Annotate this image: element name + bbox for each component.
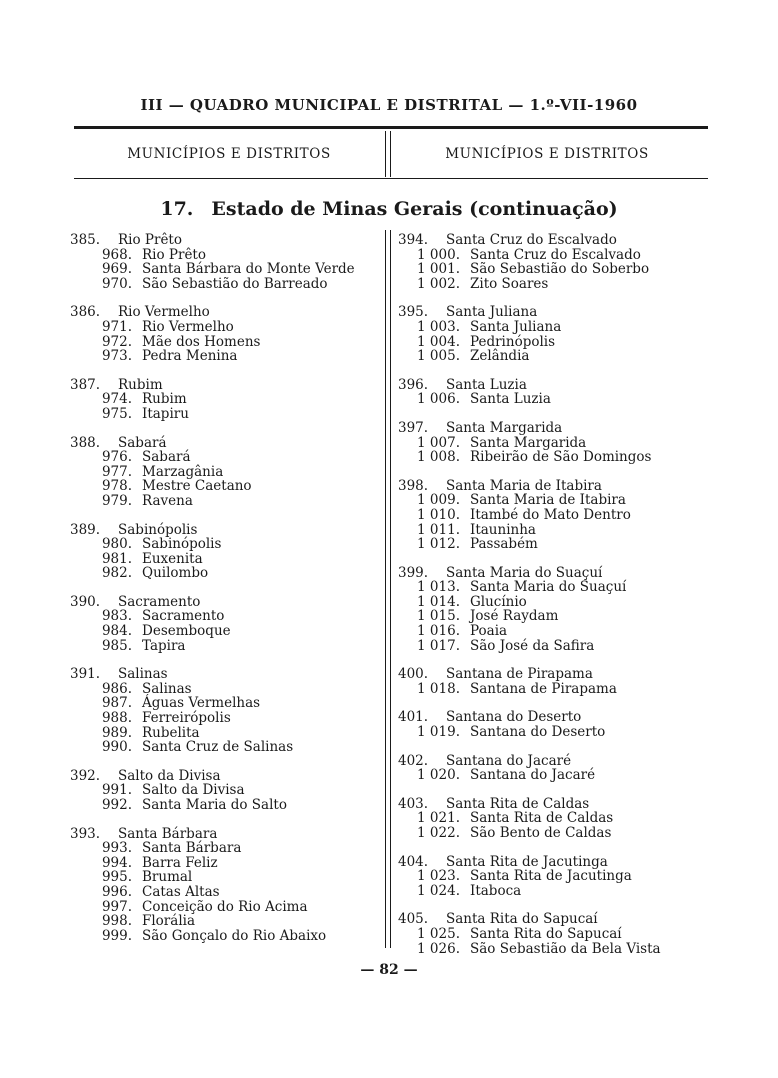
municipality-number: 390. — [70, 593, 101, 610]
district-number: 981. — [101, 550, 132, 567]
district-number: 1 005. — [417, 348, 460, 365]
district-entry — [70, 479, 390, 494]
district-name: Rio Vermelho — [142, 318, 234, 335]
municipality-number: 391. — [70, 666, 101, 683]
district-name: Santa Maria do Salto — [142, 797, 287, 813]
district-name: São Bento de Caldas — [470, 825, 612, 841]
municipality-heading — [398, 855, 718, 870]
district-number: 1 000. — [417, 246, 460, 263]
district-entry — [70, 537, 390, 552]
district-entry — [398, 392, 718, 407]
municipality-number: 393. — [70, 825, 101, 842]
column-header-rule — [74, 178, 708, 179]
municipality-heading — [398, 797, 718, 812]
municipality-number: 405. — [398, 911, 429, 928]
district-entry — [398, 826, 718, 841]
municipality-entry — [398, 855, 718, 899]
municipality-entry — [398, 233, 718, 291]
district-name: Brumal — [142, 869, 193, 886]
municipality-name: Rubim — [118, 376, 163, 393]
municipality-entry — [70, 523, 390, 581]
municipality-number: 404. — [398, 853, 429, 870]
district-entry — [70, 639, 390, 654]
district-number: 995. — [101, 869, 132, 886]
district-number: 973. — [101, 348, 132, 365]
district-entry — [398, 811, 718, 826]
district-entry — [70, 392, 390, 407]
district-name: Poaia — [470, 623, 508, 640]
district-entry — [398, 869, 718, 884]
district-entry — [70, 624, 390, 639]
district-name: Sacramento — [142, 608, 225, 625]
district-number: 998. — [101, 913, 132, 930]
district-name: Itauninha — [470, 521, 536, 538]
municipality-entry — [398, 667, 718, 696]
district-number: 997. — [101, 898, 132, 915]
municipality-entry — [70, 595, 390, 653]
district-name: Ravena — [142, 492, 193, 509]
district-number: 1 023. — [417, 868, 460, 885]
municipality-name: Sacramento — [118, 593, 201, 610]
district-entry — [70, 798, 390, 813]
district-name: Santa Maria do Suaçuí — [470, 579, 627, 596]
district-entry — [70, 407, 390, 422]
district-entry — [398, 725, 718, 740]
municipality-entry — [70, 769, 390, 813]
district-number: 1 022. — [417, 825, 460, 841]
district-entry — [70, 552, 390, 567]
municipality-name: Santa Juliana — [446, 304, 538, 321]
district-entry — [70, 929, 390, 944]
municipality-heading — [398, 754, 718, 769]
municipality-name: Rio Vermelho — [118, 304, 210, 321]
district-name: Zito Soares — [470, 275, 549, 292]
page-number: — 82 — — [360, 962, 418, 978]
district-number: 993. — [101, 840, 132, 857]
municipality-name: Santana do Jacaré — [446, 752, 572, 769]
municipality-name: Sabará — [118, 434, 167, 451]
district-number: 999. — [101, 927, 132, 944]
district-number: 1 009. — [417, 492, 460, 509]
district-number: 987. — [101, 695, 132, 712]
district-number: 1 018. — [417, 680, 460, 697]
municipality-name: Sabinópolis — [118, 521, 198, 538]
district-number: 983. — [101, 608, 132, 625]
municipality-number: 387. — [70, 376, 101, 393]
municipality-name: Santa Rita de Jacutinga — [446, 853, 608, 870]
district-name: Itaboca — [470, 882, 522, 899]
section-number: 17. — [160, 198, 194, 220]
district-entry — [398, 320, 718, 335]
district-name: Salinas — [142, 680, 192, 697]
municipality-heading — [398, 710, 718, 725]
district-name: Rubelita — [142, 724, 200, 741]
district-name: Tapira — [142, 637, 186, 654]
district-name: Santana de Pirapama — [470, 680, 617, 697]
district-name: Conceição do Rio Acima — [142, 898, 308, 915]
district-number: 985. — [101, 637, 132, 654]
district-entry — [398, 768, 718, 783]
district-name: Rubim — [142, 391, 187, 408]
district-number: 990. — [101, 739, 132, 756]
municipality-name: Salinas — [118, 666, 168, 683]
district-number: 1 017. — [417, 637, 460, 654]
municipality-entry — [70, 436, 390, 509]
municipality-heading — [70, 378, 390, 393]
district-entry — [398, 942, 718, 957]
district-name: Barra Feliz — [142, 854, 218, 871]
district-name: Águas Vermelhas — [142, 695, 261, 712]
district-number: 970. — [101, 275, 132, 292]
district-entry — [398, 493, 718, 508]
district-name: Itambé do Mato Dentro — [470, 506, 631, 523]
district-number: 1 004. — [417, 333, 460, 350]
district-number: 1 014. — [417, 593, 460, 610]
district-number: 1 011. — [417, 521, 460, 538]
municipality-name: Santa Bárbara — [118, 825, 218, 842]
municipality-entry — [398, 710, 718, 739]
district-entry — [398, 884, 718, 899]
municipality-entry — [70, 827, 390, 944]
municipality-name: Santa Cruz do Escalvado — [446, 232, 617, 248]
municipality-number: 396. — [398, 376, 429, 393]
municipality-number: 399. — [398, 564, 429, 581]
page-header: III — QUADRO MUNICIPAL E DISTRITAL — 1.º-VII-1960 — [140, 96, 638, 114]
municipality-heading — [70, 769, 390, 784]
district-name: Catas Altas — [142, 883, 220, 900]
municipality-heading — [70, 595, 390, 610]
district-entry — [70, 856, 390, 871]
district-number: 979. — [101, 492, 132, 509]
column-divider-header — [385, 131, 391, 177]
district-entry — [398, 927, 718, 942]
district-name: José Raydam — [470, 608, 559, 625]
district-name: Santa Rita do Sapucaí — [470, 925, 622, 942]
left-column — [70, 233, 390, 957]
municipality-number: 402. — [398, 752, 429, 769]
municipality-entry — [70, 233, 390, 291]
municipality-name: Santa Rita de Caldas — [446, 795, 590, 812]
municipality-heading — [70, 523, 390, 538]
district-number: 989. — [101, 724, 132, 741]
district-entry — [70, 566, 390, 581]
municipality-number: 385. — [70, 232, 101, 248]
municipality-heading — [70, 233, 390, 248]
municipality-entry — [398, 421, 718, 465]
district-name: Pedrinópolis — [470, 333, 556, 350]
municipality-heading — [70, 436, 390, 451]
municipality-name: Santa Luzia — [446, 376, 527, 393]
municipality-number: 394. — [398, 232, 429, 248]
district-name: Sabará — [142, 449, 191, 466]
district-name: São Sebastião da Bela Vista — [470, 940, 661, 957]
municipality-entry — [398, 378, 718, 407]
municipality-number: 397. — [398, 419, 429, 436]
district-name: Ribeirão de São Domingos — [470, 449, 652, 466]
district-entry — [398, 624, 718, 639]
municipality-heading — [398, 378, 718, 393]
district-number: 991. — [101, 782, 132, 799]
district-entry — [70, 277, 390, 292]
column-header-left: MUNICÍPIOS E DISTRITOS — [127, 146, 331, 162]
district-number: 986. — [101, 680, 132, 697]
district-number: 1 021. — [417, 810, 460, 827]
municipality-entry — [70, 378, 390, 422]
municipality-heading — [398, 479, 718, 494]
district-number: 1 008. — [417, 449, 460, 466]
district-number: 1 001. — [417, 261, 460, 278]
district-entry — [70, 726, 390, 741]
municipality-entry — [398, 566, 718, 654]
municipality-name: Santa Margarida — [446, 419, 563, 436]
section-name: Estado de Minas Gerais (continuação) — [211, 198, 618, 220]
municipality-name: Santa Maria de Itabira — [446, 477, 602, 494]
district-entry — [70, 711, 390, 726]
district-number: 1 012. — [417, 536, 460, 553]
district-number: 974. — [101, 391, 132, 408]
district-entry — [70, 494, 390, 509]
district-number: 972. — [101, 333, 132, 350]
district-name: Sabinópolis — [142, 536, 222, 553]
district-entry — [70, 885, 390, 900]
municipality-number: 401. — [398, 709, 429, 726]
district-entry — [398, 580, 718, 595]
district-number: 1 007. — [417, 434, 460, 451]
district-number: 971. — [101, 318, 132, 335]
district-number: 1 019. — [417, 724, 460, 741]
district-number: 1 010. — [417, 506, 460, 523]
district-entry — [70, 696, 390, 711]
district-name: Santa Rita de Caldas — [470, 810, 614, 827]
district-entry — [70, 783, 390, 798]
district-entry — [398, 436, 718, 451]
municipality-number: 386. — [70, 304, 101, 321]
municipality-entry — [70, 667, 390, 755]
district-number: 976. — [101, 449, 132, 466]
district-name: Santa Luzia — [470, 391, 551, 408]
district-name: Santa Margarida — [470, 434, 587, 451]
district-name: Santa Bárbara — [142, 840, 242, 857]
district-number: 980. — [101, 536, 132, 553]
municipality-number: 389. — [70, 521, 101, 538]
district-entry — [70, 682, 390, 697]
municipality-heading — [398, 566, 718, 581]
district-number: 1 015. — [417, 608, 460, 625]
district-entry — [70, 914, 390, 929]
municipality-entry — [70, 305, 390, 363]
district-entry — [70, 248, 390, 263]
district-name: Santana do Deserto — [470, 724, 606, 741]
district-entry — [70, 841, 390, 856]
district-entry — [70, 262, 390, 277]
district-name: Itapiru — [142, 405, 189, 422]
district-number: 969. — [101, 261, 132, 278]
district-name: Santa Rita de Jacutinga — [470, 868, 632, 885]
municipality-heading — [70, 305, 390, 320]
section-title — [0, 198, 778, 220]
district-name: Marzagânia — [142, 463, 224, 480]
district-name: Santa Juliana — [470, 318, 562, 335]
municipality-number: 392. — [70, 767, 101, 784]
district-name: Santana do Jacaré — [470, 767, 596, 784]
district-name: São Gonçalo do Rio Abaixo — [142, 927, 327, 944]
district-name: São Sebastião do Soberbo — [470, 261, 650, 278]
municipality-heading — [398, 305, 718, 320]
municipality-entry — [398, 797, 718, 841]
district-name: Euxenita — [142, 550, 203, 567]
district-number: 975. — [101, 405, 132, 422]
municipality-entry — [398, 305, 718, 363]
district-entry — [398, 537, 718, 552]
district-number: 1 025. — [417, 925, 460, 942]
right-column — [398, 233, 718, 970]
district-entry — [398, 248, 718, 263]
municipality-entry — [398, 479, 718, 552]
municipality-heading — [70, 827, 390, 842]
district-name: Santa Cruz de Salinas — [142, 739, 294, 756]
district-name: Rio Prêto — [142, 246, 206, 263]
municipality-number: 395. — [398, 304, 429, 321]
district-name: São Sebastião do Barreado — [142, 275, 328, 292]
district-entry — [70, 900, 390, 915]
district-entry — [70, 870, 390, 885]
district-number: 1 002. — [417, 275, 460, 292]
municipality-number: 400. — [398, 666, 429, 683]
district-name: Zelândia — [470, 348, 530, 365]
district-name: Glucínio — [470, 593, 527, 610]
district-entry — [70, 349, 390, 364]
district-entry — [398, 277, 718, 292]
district-number: 984. — [101, 623, 132, 640]
district-entry — [70, 320, 390, 335]
district-entry — [70, 609, 390, 624]
district-number: 1 024. — [417, 882, 460, 899]
district-name: Passabém — [470, 536, 538, 553]
municipality-heading — [398, 421, 718, 436]
district-number: 996. — [101, 883, 132, 900]
district-entry — [70, 465, 390, 480]
district-entry — [398, 262, 718, 277]
district-entry — [70, 335, 390, 350]
municipality-name: Rio Prêto — [118, 232, 182, 248]
district-name: São José da Safira — [470, 637, 595, 654]
district-name: Quilombo — [142, 565, 209, 582]
municipality-entry — [398, 912, 718, 956]
district-name: Santa Bárbara do Monte Verde — [142, 261, 355, 278]
municipality-name: Santa Rita do Sapucaí — [446, 911, 598, 928]
municipality-entry — [398, 754, 718, 783]
district-name: Salto da Divisa — [142, 782, 245, 799]
district-name: Ferreirópolis — [142, 710, 231, 727]
municipality-name: Santana de Pirapama — [446, 666, 593, 683]
district-entry — [70, 450, 390, 465]
district-number: 992. — [101, 797, 132, 813]
district-name: Mestre Caetano — [142, 478, 252, 495]
municipality-name: Santana do Deserto — [446, 709, 582, 726]
district-entry — [398, 639, 718, 654]
district-entry — [70, 740, 390, 755]
municipality-heading — [398, 912, 718, 927]
district-entry — [398, 349, 718, 364]
municipality-number: 398. — [398, 477, 429, 494]
district-number: 1 013. — [417, 579, 460, 596]
district-name: Pedra Menina — [142, 348, 238, 365]
header-rule — [74, 126, 708, 129]
district-number: 1 026. — [417, 940, 460, 957]
district-name: Santa Maria de Itabira — [470, 492, 626, 509]
district-number: 1 006. — [417, 391, 460, 408]
district-name: Santa Cruz do Escalvado — [470, 246, 641, 263]
district-name: Desemboque — [142, 623, 231, 640]
municipality-number: 403. — [398, 795, 429, 812]
district-entry — [398, 335, 718, 350]
municipality-heading — [398, 667, 718, 682]
column-header-right: MUNICÍPIOS E DISTRITOS — [445, 146, 649, 162]
district-number: 977. — [101, 463, 132, 480]
district-number: 994. — [101, 854, 132, 871]
district-number: 978. — [101, 478, 132, 495]
district-number: 988. — [101, 710, 132, 727]
municipality-name: Salto da Divisa — [118, 767, 221, 784]
district-number: 1 020. — [417, 767, 460, 784]
district-name: Mãe dos Homens — [142, 333, 261, 350]
municipality-name: Santa Maria do Suaçuí — [446, 564, 603, 581]
municipality-heading — [70, 667, 390, 682]
district-number: 968. — [101, 246, 132, 263]
district-entry — [398, 595, 718, 610]
district-entry — [398, 682, 718, 697]
district-entry — [398, 609, 718, 624]
district-name: Florália — [142, 913, 195, 930]
district-entry — [398, 523, 718, 538]
district-number: 1 016. — [417, 623, 460, 640]
district-entry — [398, 450, 718, 465]
municipality-heading — [398, 233, 718, 248]
municipality-number: 388. — [70, 434, 101, 451]
district-number: 982. — [101, 565, 132, 582]
district-number: 1 003. — [417, 318, 460, 335]
district-entry — [398, 508, 718, 523]
